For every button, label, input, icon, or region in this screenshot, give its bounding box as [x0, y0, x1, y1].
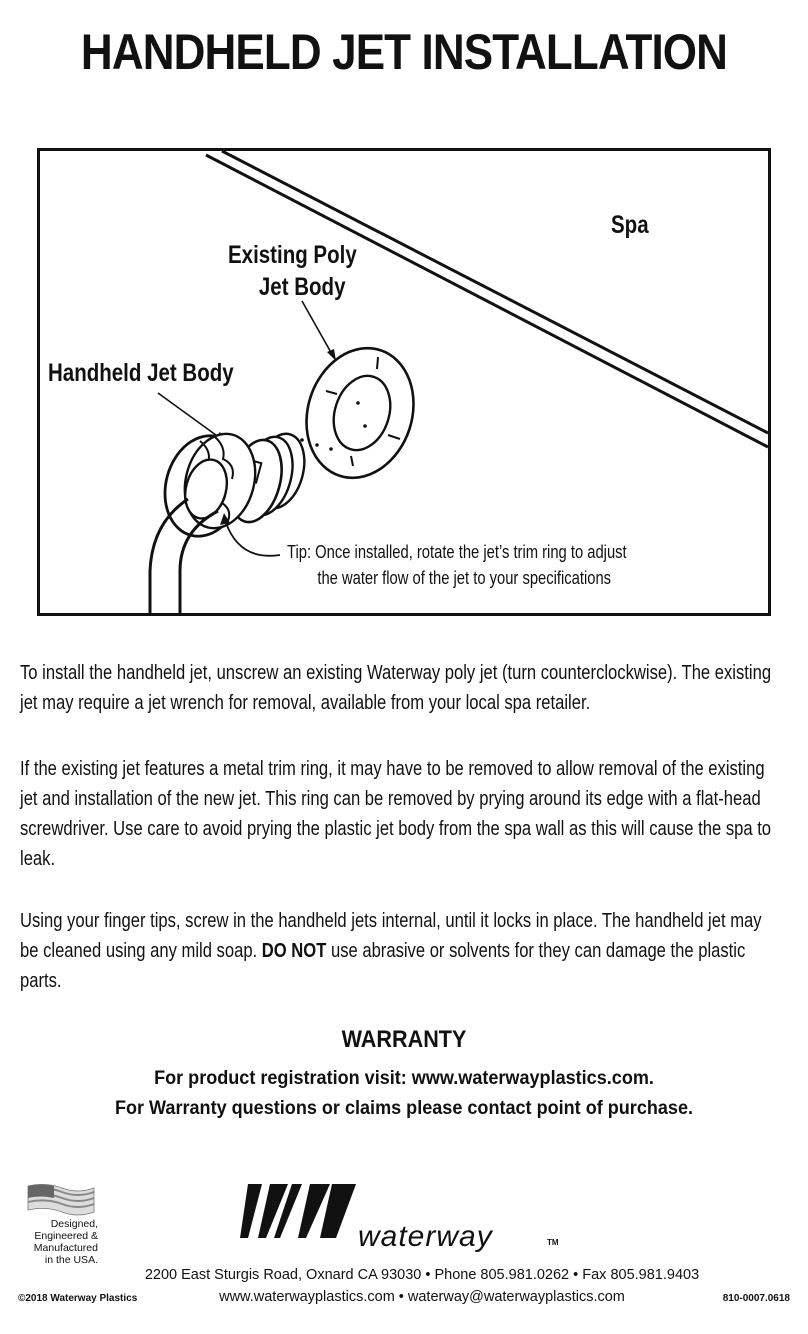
poly-jet-label-line2: Jet Body [258, 273, 346, 301]
spa-label: Spa [611, 211, 649, 239]
company-contact: www.waterwayplastics.com • waterway@waterwayplastics.com [219, 1289, 625, 1305]
made-in-line2: Engineered & [34, 1230, 98, 1242]
warranty-registration: For product registration visit: www.waterwayplastics.com. [154, 1068, 654, 1089]
tip-arc [226, 523, 280, 556]
poly-jet-ring [290, 334, 430, 492]
instruction-paragraph-3 [20, 906, 784, 996]
page-title: HANDHELD JET INSTALLATION [80, 24, 728, 80]
copyright-notice: ©2018 Waterway Plastics [18, 1293, 138, 1304]
waterway-logo-word: waterway [358, 1220, 493, 1253]
p3-before: Using your finger tips, screw in the handheld jets internal, until it locks in place. The handheld jet may be cleaned using any mild soap. [20, 910, 762, 962]
company-address: 2200 East Sturgis Road, Oxnard CA 93030 • Phone 805.981.0262 • Fax 805.981.9403 [144, 1267, 700, 1283]
handheld-jet-label: Handheld Jet Body [48, 359, 234, 387]
instruction-paragraph-1: To install the handheld jet, unscrew an existing Waterway poly jet (turn counterclockwise). The existing jet may require a jet wrench for removal, available from your local spa retailer. [20, 662, 772, 714]
poly-jet-label-line1: Existing Poly [228, 241, 357, 269]
p3-do-not: DO NOT [261, 940, 327, 962]
made-in-line1: Designed, [50, 1218, 98, 1230]
poly-jet-label [228, 239, 357, 303]
poly-leader-line [302, 301, 333, 356]
warranty-heading: WARRANTY [341, 1026, 467, 1053]
installation-diagram [37, 148, 771, 616]
trademark-mark: TM [547, 1238, 559, 1247]
waterway-logo-icon [240, 1180, 362, 1242]
tip-text [287, 539, 627, 591]
tip-line2: the water flow of the jet to your specifications [317, 568, 612, 588]
made-in-usa-text [20, 1218, 98, 1266]
handheld-jet-body [154, 426, 312, 545]
usa-flag-icon [26, 1182, 96, 1216]
warranty-claims: For Warranty questions or claims please contact point of purchase. [114, 1098, 694, 1119]
made-in-line4: in the USA. [44, 1254, 98, 1266]
tip-line1: Tip: Once installed, rotate the jet’s trim ring to adjust [287, 542, 627, 562]
instruction-paragraph-2: If the existing jet features a metal trim ring, it may have to be removed to allow removal of the existing jet and installation of the new jet. This ring can be removed by prying around its edge with a flat-head screwdriver. Use care to avoid prying the plastic jet body from the spa wall as this will cause the spa to leak. [20, 758, 772, 870]
handheld-leader-line [158, 393, 220, 438]
made-in-line3: Manufactured [33, 1242, 98, 1254]
p3-after: use abrasive or solvents for they can damage the plastic parts. [20, 940, 746, 992]
part-number: 810-0007.0618 [722, 1293, 790, 1304]
